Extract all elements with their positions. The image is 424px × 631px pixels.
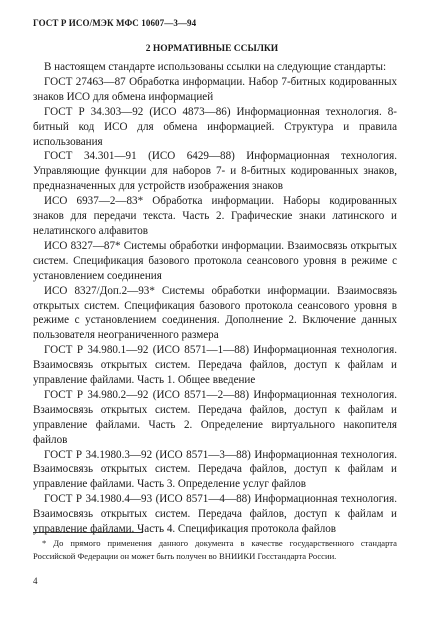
page-number: 4 xyxy=(33,576,38,586)
reference-iso-8327: ИСО 8327—87* Системы обработки информации. Взаимосвязь открытых систем. Спецификация базового протокола сеансового уровня в режиме с установлением соединения xyxy=(33,239,397,282)
reference-iso-8327-add2: ИСО 8327/Доп.2—93* Системы обработки информации. Взаимосвязь открытых систем. Спецификация базового протокола сеансового уровня в режиме с установлением соединения. Дополнение 2. Включение данных пользователя неограниченного размера xyxy=(33,284,397,342)
reference-iso-6937-2: ИСО 6937—2—83* Обработка информации. Наборы кодированных знаков для передачи текста. Часть 2. Графические знаки латинского и нелатинского алфавитов xyxy=(33,195,397,237)
reference-gost-r-34-303: ГОСТ Р 34.303—92 (ИСО 4873—86) Информационная технология. 8-битный код ИСО для обмена информацией. Структура и правила использования xyxy=(33,105,397,148)
body-text xyxy=(33,60,397,537)
reference-gost-34-301: ГОСТ 34.301—91 (ИСО 6429—88) Информационная технология. Управляющие функции для наборов 7- и 8-битных кодированных знаков, предназначенных для устройств изображения знаков xyxy=(33,150,397,193)
footnote-divider xyxy=(33,532,143,533)
footnote: * До прямого применения данного документа в качестве государственного стандарта Российской Федерации он может быть получен во ВНИИКИ Госстандарта России. xyxy=(33,538,397,561)
reference-gost-r-34-980-1: ГОСТ Р 34.980.1—92 (ИСО 8571—1—88) Информационная технология. Взаимосвязь открытых систем. Передача файлов, доступ к файлам и управление файлами. Часть 1. Общее введение xyxy=(33,344,397,387)
section-title: 2 НОРМАТИВНЫЕ ССЫЛКИ xyxy=(145,44,279,54)
paragraph-intro: В настоящем стандарте использованы ссылки на следующие стандарты: xyxy=(44,61,387,73)
reference-gost-27463: ГОСТ 27463—87 Обработка информации. Набор 7-битных кодированных знаков ИСО для обмена информацией xyxy=(33,75,397,103)
reference-gost-r-34-1980-3: ГОСТ Р 34.1980.3—92 (ИСО 8571—3—88) Информационная технология. Взаимосвязь открытых систем. Передача файлов, доступ к файлам и управление файлами. Часть 3. Определение услуг файлов xyxy=(33,448,397,491)
reference-gost-r-34-980-2: ГОСТ Р 34.980.2—92 (ИСО 8571—2—88) Информационная технология. Взаимосвязь открытых систем. Передача файлов, доступ к файлам и управление файлами. Часть 2. Определение виртуального накопителя файлов xyxy=(33,388,397,446)
document-header: ГОСТ Р ИСО/МЭК МФС 10607—3—94 xyxy=(33,18,197,28)
reference-gost-r-34-1980-4: ГОСТ Р 34.1980.4—93 (ИСО 8571—4—88) Информационная технология. Взаимосвязь открытых систем. Передача файлов, доступ к файлам и управление файлами. Часть 4. Спецификация протокола файлов xyxy=(33,493,397,536)
